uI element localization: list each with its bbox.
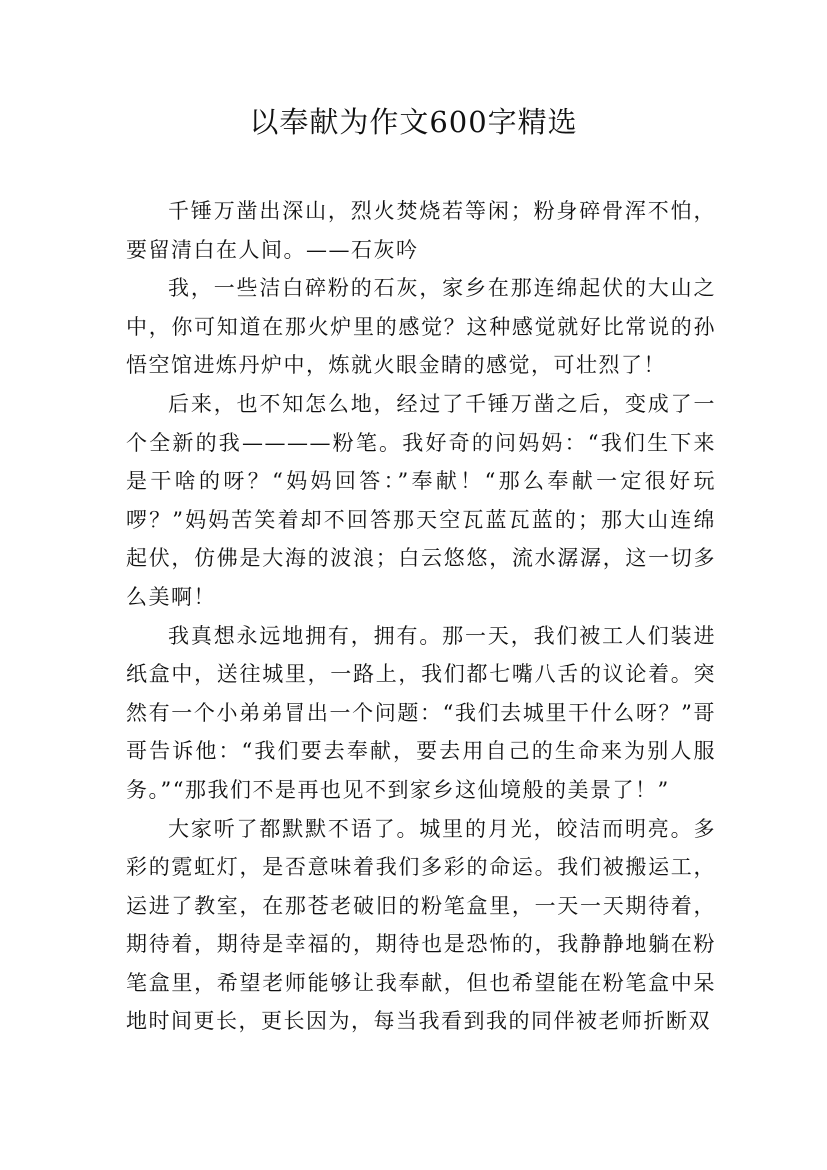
paragraph-4: 大家听了都默默不语了。城里的月光，皎洁而明亮。多彩的霓虹灯，是否意味着我们多彩的命运。我们被搬运工，运进了教室，在那苍老破旧的粉笔盒里，一天一天期待着，期待着，期待是幸福的，期待也是恐怖的，我静静地躺在粉笔盒里，希望老师能够让我奉献，但也希望能在粉笔盒中呆地时间更长，更长因为，每当我看到我的同伴被老师折断双 — [126, 816, 716, 1034]
paragraph-poem: 千锤万凿出深山，烈火焚烧若等闲；粉身碎骨浑不怕，要留清白在人间。——石灰吟 — [126, 199, 716, 262]
paragraph-1: 我，一些洁白碎粉的石灰，家乡在那连绵起伏的大山之中，你可知道在那火炉里的感觉？这种感觉就好比常说的孙悟空馆进炼丹炉中，炼就火眼金睛的感觉，可壮烈了！ — [126, 276, 716, 378]
document-title: 以奉献为作文600字精选 — [249, 105, 578, 139]
document-body — [126, 192, 716, 1041]
paragraph-2: 后来，也不知怎么地，经过了千锤万凿之后，变成了一个全新的我————粉笔。我好奇的问妈妈：“我们生下来是干啥的呀？“妈妈回答：”奉献！“那么奉献一定很好玩啰？”妈妈苦笑着却不回答那天空瓦蓝瓦蓝的；那大山连绵起伏，仿佛是大海的波浪；白云悠悠，流水潺潺，这一切多么美啊！ — [126, 391, 716, 609]
paragraph-3: 我真想永远地拥有，拥有。那一天，我们被工人们装进纸盒中，送往城里，一路上，我们都七嘴八舌的议论着。突然有一个小弟弟冒出一个问题：“我们去城里干什么呀？”哥哥告诉他：“我们要去奉献，要去用自己的生命来为别人服务。”“那我们不是再也见不到家乡这仙境般的美景了！” — [126, 623, 716, 802]
